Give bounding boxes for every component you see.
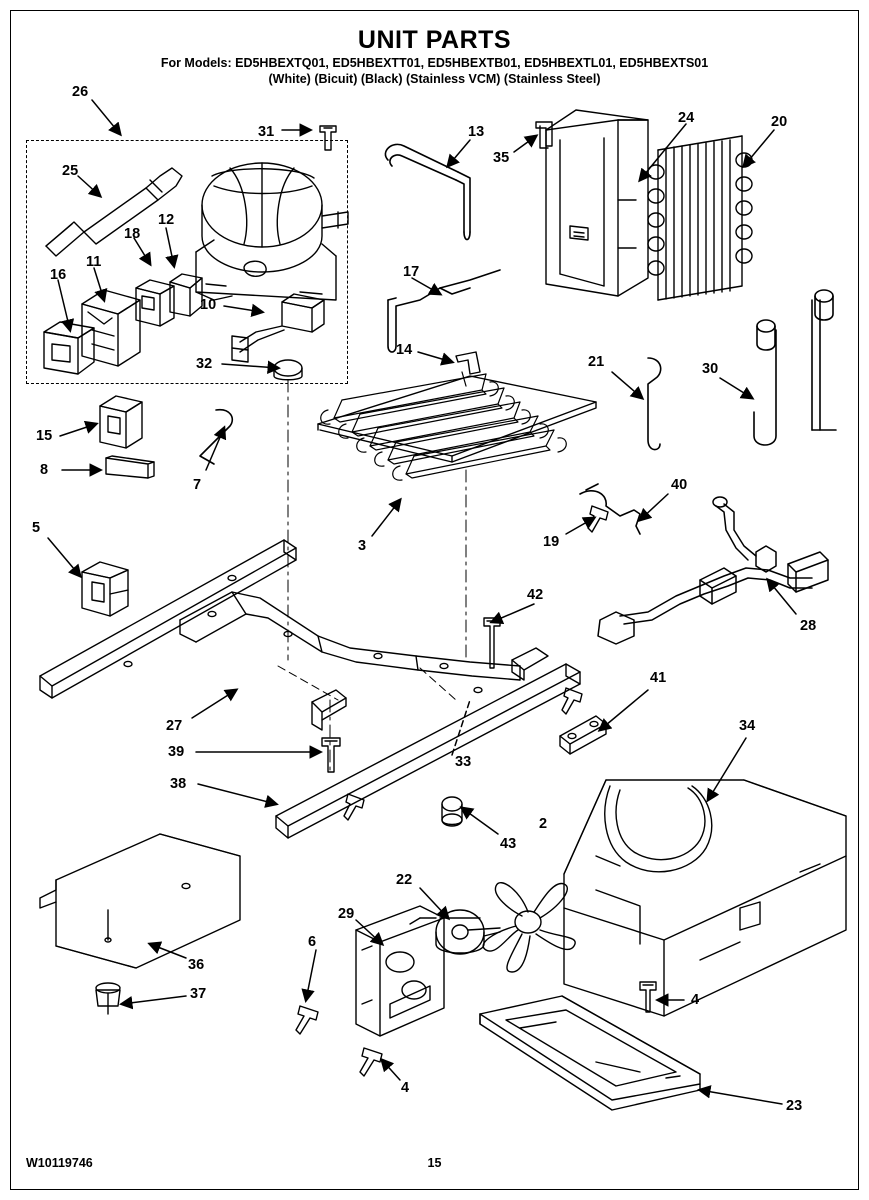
callout-4-right: 4	[691, 992, 700, 1008]
callout-25: 25	[62, 163, 79, 179]
callout-20: 20	[771, 114, 788, 130]
callout-39: 39	[168, 744, 185, 760]
callout-17: 17	[403, 264, 420, 280]
callout-14: 14	[396, 342, 413, 358]
callout-40: 40	[671, 477, 688, 493]
callout-26: 26	[72, 84, 89, 100]
callout-28: 28	[800, 618, 817, 634]
callout-21: 21	[588, 354, 605, 370]
callout-30: 30	[702, 361, 719, 377]
callout-41: 41	[650, 670, 667, 686]
callout-15: 15	[36, 428, 53, 444]
models-line-1: For Models: ED5HBEXTQ01, ED5HBEXTT01, ED5HBEXTB01, ED5HBEXTL01, ED5HBEXTS01	[160, 56, 709, 70]
callout-16: 16	[50, 267, 67, 283]
callout-24: 24	[678, 110, 695, 126]
callout-2: 2	[539, 816, 548, 832]
callout-23: 23	[786, 1098, 803, 1114]
callout-11: 11	[86, 254, 102, 270]
callout-6: 6	[308, 934, 317, 950]
callout-31: 31	[258, 124, 275, 140]
callout-12: 12	[158, 212, 175, 228]
callout-19: 19	[543, 534, 560, 550]
callout-10: 10	[200, 297, 217, 313]
callout-36: 36	[188, 957, 205, 973]
callout-3: 3	[358, 538, 367, 554]
callout-13: 13	[468, 124, 485, 140]
callout-38: 38	[170, 776, 187, 792]
page-title: UNIT PARTS	[357, 26, 512, 54]
callout-29: 29	[338, 906, 355, 922]
callout-32: 32	[196, 356, 213, 372]
callout-27: 27	[166, 718, 183, 734]
callout-33: 33	[455, 754, 472, 770]
callout-18: 18	[124, 226, 141, 242]
callout-7: 7	[193, 477, 202, 493]
callout-5: 5	[32, 520, 41, 536]
callout-37: 37	[190, 986, 207, 1002]
callout-34: 34	[739, 718, 756, 734]
callout-8: 8	[40, 462, 49, 478]
callout-43: 43	[500, 836, 517, 852]
page-number: 15	[427, 1156, 442, 1170]
callout-35: 35	[493, 150, 510, 166]
models-line-2: (White) (Bicuit) (Black) (Stainless VCM) (Stainless Steel)	[268, 72, 601, 86]
callout-42: 42	[527, 587, 544, 603]
callout-22: 22	[396, 872, 413, 888]
callout-4-bottom: 4	[401, 1080, 410, 1096]
document-code: W10119746	[26, 1156, 93, 1170]
